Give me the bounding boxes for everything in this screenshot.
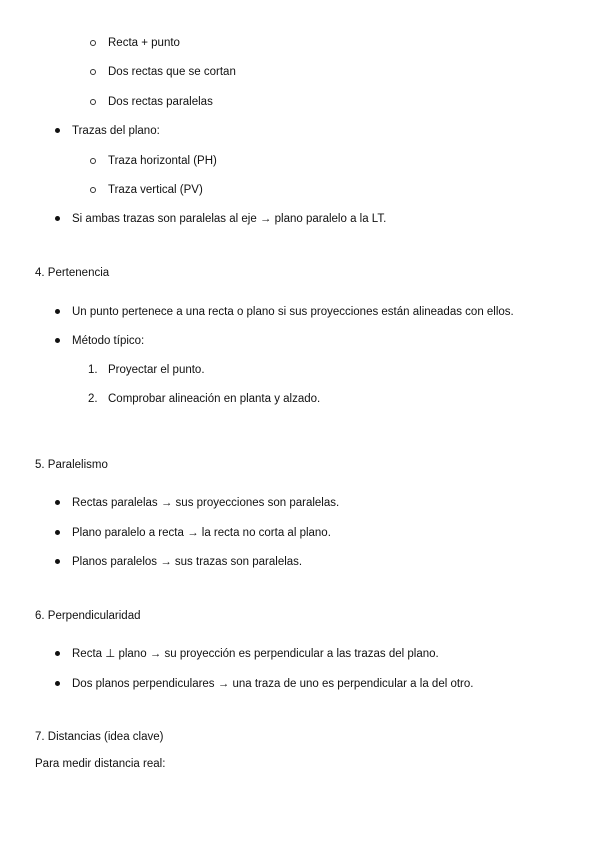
circle-bullet-icon: [90, 40, 96, 46]
disc-bullet-icon: [55, 681, 60, 686]
circle-bullet-icon: [90, 69, 96, 75]
list-item: Trazas del plano:: [72, 125, 160, 137]
section-heading: 5. Paralelismo: [35, 459, 108, 471]
section-heading: 7. Distancias (idea clave): [35, 731, 164, 743]
paragraph: Para medir distancia real:: [35, 758, 166, 770]
disc-bullet-icon: [55, 309, 60, 314]
disc-bullet-icon: [55, 128, 60, 133]
list-item: Plano paralelo a recta → la recta no corta al plano.: [72, 527, 331, 539]
disc-bullet-icon: [55, 651, 60, 656]
list-item: Rectas paralelas → sus proyecciones son paralelas.: [72, 497, 340, 509]
list-item: Proyectar el punto.: [108, 364, 205, 376]
disc-bullet-icon: [55, 500, 60, 505]
section-heading: 4. Pertenencia: [35, 267, 110, 279]
list-item: Recta + punto: [108, 37, 180, 49]
list-item: Traza horizontal (PH): [108, 155, 217, 167]
list-item: Dos rectas que se cortan: [108, 66, 236, 78]
list-item: Comprobar alineación en planta y alzado.: [108, 393, 321, 405]
list-item: Un punto pertenece a una recta o plano si sus proyecciones están alineadas con ellos.: [72, 306, 514, 318]
disc-bullet-icon: [55, 338, 60, 343]
list-item: Planos paralelos → sus trazas son paralelas.: [72, 556, 303, 568]
list-item: Dos planos perpendiculares → una traza de uno es perpendicular a la del otro.: [72, 678, 474, 690]
list-number: 2.: [88, 393, 98, 405]
list-number: 1.: [88, 364, 98, 376]
list-item: Si ambas trazas son paralelas al eje → plano paralelo a la LT.: [72, 213, 387, 225]
section-heading: 6. Perpendicularidad: [35, 610, 141, 622]
list-item: Dos rectas paralelas: [108, 96, 213, 108]
disc-bullet-icon: [55, 530, 60, 535]
list-item: Método típico:: [72, 335, 145, 347]
list-item: Recta ⊥ plano → su proyección es perpendicular a las trazas del plano.: [72, 648, 439, 660]
circle-bullet-icon: [90, 99, 96, 105]
disc-bullet-icon: [55, 216, 60, 221]
circle-bullet-icon: [90, 187, 96, 193]
circle-bullet-icon: [90, 158, 96, 164]
disc-bullet-icon: [55, 559, 60, 564]
list-item: Traza vertical (PV): [108, 184, 203, 196]
